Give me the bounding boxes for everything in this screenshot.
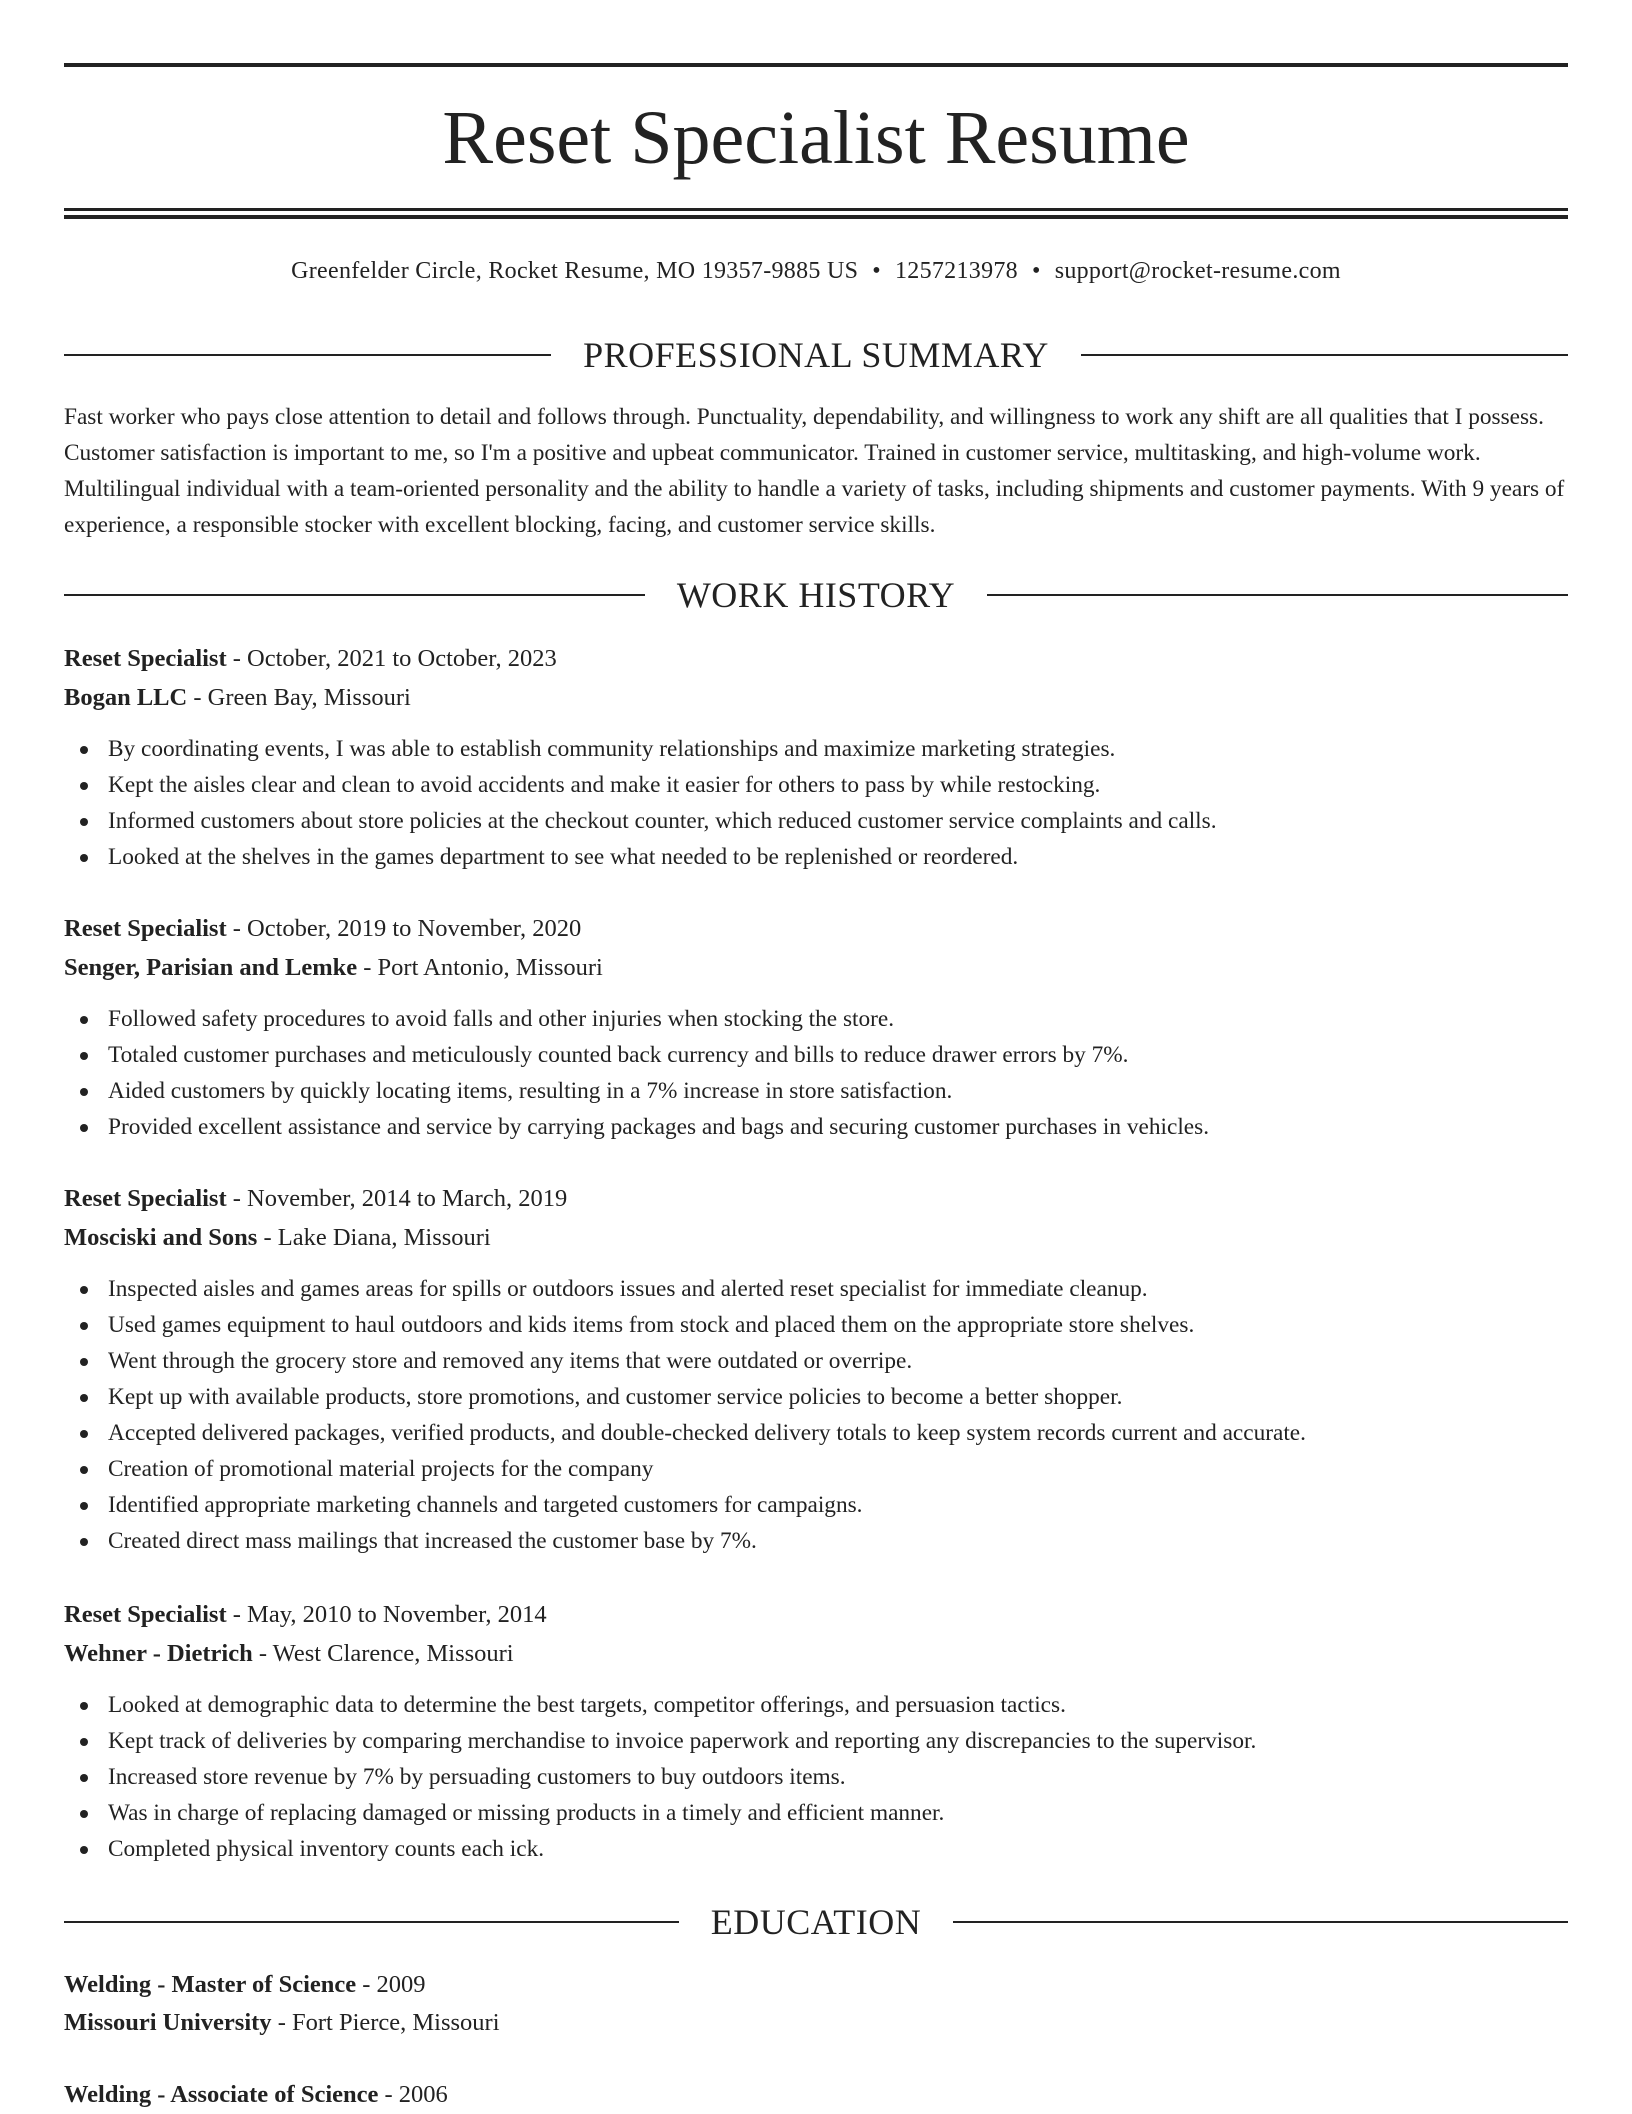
bullet-icon	[80, 1774, 88, 1782]
bullet-icon	[80, 1286, 88, 1294]
page-title: Reset Specialist Resume	[442, 96, 1190, 180]
job-entry	[64, 910, 1568, 1145]
bullet-icon	[80, 1846, 88, 1854]
degree-name: Welding - Master of Science	[64, 1971, 357, 1998]
contact-phone: 1257213978	[894, 258, 1018, 284]
bullet-text: Aided customers by quickly locating items, resulting in a 7% increase in store satisfaction.	[108, 1078, 953, 1104]
contact-line	[64, 256, 1568, 286]
bullet-text: Looked at the shelves in the games department to see what needed to be replenished or reordered.	[108, 844, 1019, 870]
bullet-icon	[80, 1738, 88, 1746]
list-item	[64, 731, 1568, 767]
heading-rule-right	[1081, 354, 1568, 356]
list-item	[64, 1415, 1568, 1451]
job-company-line	[64, 1219, 1568, 1257]
bullet-icon	[80, 1810, 88, 1818]
bullet-text: Was in charge of replacing damaged or missing products in a timely and efficient manner.	[108, 1800, 945, 1826]
bullet-text: Looked at demographic data to determine the best targets, competitor offerings, and persuasion tactics.	[108, 1692, 1066, 1718]
heading-rule-left	[64, 354, 551, 356]
list-item	[64, 1271, 1568, 1307]
list-item	[64, 1109, 1568, 1145]
bullet-icon	[80, 1394, 88, 1402]
job-company-line	[64, 1635, 1568, 1673]
job-bullets	[64, 1687, 1568, 1867]
job-company: Senger, Parisian and Lemke	[64, 954, 358, 981]
section-heading-label: PROFESSIONAL SUMMARY	[583, 335, 1049, 375]
bullet-text: Informed customers about store policies at the checkout counter, which reduced customer service complaints and calls.	[108, 808, 1217, 834]
education-entry	[64, 1966, 1568, 2042]
bullet-text: Provided excellent assistance and service by carrying packages and bags and securing customer purchases in vehicles.	[108, 1114, 1210, 1140]
bullet-text: Completed physical inventory counts each ick.	[108, 1836, 545, 1862]
degree-year: - 2006	[378, 2081, 448, 2108]
list-item	[64, 1001, 1568, 1037]
list-item	[64, 1795, 1568, 1831]
bullet-text: Created direct mass mailings that increased the customer base by 7%.	[108, 1528, 757, 1554]
job-dates: - October, 2019 to November, 2020	[226, 915, 582, 942]
job-title-line	[64, 910, 1568, 948]
list-item	[64, 1451, 1568, 1487]
bullet-text: Inspected aisles and games areas for spills or outdoors issues and alerted reset specialist for immediate cleanup.	[108, 1276, 1148, 1302]
heading-rule-left	[64, 1921, 679, 1923]
contact-email: support@rocket-resume.com	[1054, 258, 1341, 284]
bullet-icon	[80, 1702, 88, 1710]
bullet-icon	[80, 1358, 88, 1366]
job-location: - Port Antonio, Missouri	[357, 954, 603, 981]
list-item	[64, 1759, 1568, 1795]
bullet-text: Went through the grocery store and removed any items that were outdated or overripe.	[108, 1348, 913, 1374]
bullet-text: Kept up with available products, store promotions, and customer service policies to become a better shopper.	[108, 1384, 1123, 1410]
heading-rule-right	[953, 1921, 1568, 1923]
bullet-icon	[80, 1088, 88, 1096]
section-heading-summary	[64, 333, 1568, 377]
job-company-line	[64, 949, 1568, 987]
list-item	[64, 767, 1568, 803]
contact-separator: •	[1031, 258, 1041, 284]
list-item	[64, 1343, 1568, 1379]
job-title: Reset Specialist	[64, 915, 227, 942]
job-dates: - November, 2014 to March, 2019	[226, 1185, 568, 1212]
job-entry	[64, 1180, 1568, 1559]
section-heading-label: EDUCATION	[710, 1902, 922, 1942]
school-location: - Fort Pierce, Missouri	[271, 2009, 500, 2036]
bullet-text: Totaled customer purchases and meticulously counted back currency and bills to reduce drawer errors by 7%.	[108, 1042, 1129, 1068]
list-item	[64, 1379, 1568, 1415]
contact-address: Greenfelder Circle, Rocket Resume, MO 19357-9885 US	[291, 258, 859, 284]
bullet-icon	[80, 1466, 88, 1474]
job-bullets	[64, 731, 1568, 875]
bullet-icon	[80, 1538, 88, 1546]
title-underline-rule	[64, 208, 1568, 211]
school-line	[64, 2004, 1568, 2042]
list-item	[64, 1487, 1568, 1523]
list-item	[64, 803, 1568, 839]
heading-rule-left	[64, 594, 645, 596]
list-item	[64, 1307, 1568, 1343]
contact-separator: •	[872, 258, 881, 284]
bullet-text: Increased store revenue by 7% by persuading customers to buy outdoors items.	[108, 1764, 846, 1790]
list-item	[64, 1523, 1568, 1559]
section-heading-work-history	[64, 573, 1568, 617]
bullet-icon	[80, 746, 88, 754]
bullet-icon	[80, 1502, 88, 1510]
bullet-text: Kept track of deliveries by comparing merchandise to invoice paperwork and reporting any discrepancies to the supervisor.	[108, 1728, 1257, 1754]
job-location: - Green Bay, Missouri	[187, 684, 411, 711]
list-item	[64, 1687, 1568, 1723]
degree-name: Welding - Associate of Science	[64, 2081, 379, 2108]
job-title-line	[64, 640, 1568, 678]
section-heading-label: WORK HISTORY	[676, 575, 956, 615]
job-entry	[64, 640, 1568, 875]
heading-rule-right	[987, 594, 1568, 596]
job-dates: - May, 2010 to November, 2014	[226, 1601, 547, 1628]
bullet-text: Followed safety procedures to avoid falls and other injuries when stocking the store.	[108, 1006, 895, 1032]
bullet-text: Identified appropriate marketing channels and targeted customers for campaigns.	[108, 1492, 863, 1518]
list-item	[64, 839, 1568, 875]
job-title: Reset Specialist	[64, 645, 227, 672]
degree-line	[64, 2076, 1568, 2114]
job-company-line	[64, 679, 1568, 717]
bullet-text: Kept the aisles clear and clean to avoid accidents and make it easier for others to pass by while restocking.	[108, 772, 1101, 798]
bullet-text: Accepted delivered packages, verified products, and double-checked delivery totals to keep system records current and accurate.	[108, 1420, 1306, 1446]
list-item	[64, 1073, 1568, 1109]
title-underline-rule-second	[64, 215, 1568, 219]
degree-year: - 2009	[356, 1971, 426, 1998]
job-company: Wehner - Dietrich	[64, 1640, 253, 1667]
job-title: Reset Specialist	[64, 1185, 227, 1212]
bullet-icon	[80, 1016, 88, 1024]
bullet-icon	[80, 818, 88, 826]
job-location: - Lake Diana, Missouri	[257, 1224, 491, 1251]
summary-paragraph: Fast worker who pays close attention to detail and follows through. Punctuality, dependability, and willingness to work any shift are all qualities that I possess. Customer satisfaction is important to me, so I'm a positive and upbeat communicator. Trained in customer service, multitasking, and high-volume work. Multilingual individual with a team-oriented personality and the ability to handle a variety of tasks, including shipments and customer payments. With 9 years of experience, a responsible stocker with excellent blocking, facing, and customer service skills.	[64, 404, 1565, 538]
job-location: - West Clarence, Missouri	[252, 1640, 514, 1667]
list-item	[64, 1037, 1568, 1073]
job-title-line	[64, 1596, 1568, 1634]
list-item	[64, 1831, 1568, 1867]
list-item	[64, 1723, 1568, 1759]
job-title-line	[64, 1180, 1568, 1218]
job-dates: - October, 2021 to October, 2023	[226, 645, 557, 672]
degree-line	[64, 1966, 1568, 2004]
job-company: Bogan LLC	[64, 684, 188, 711]
job-entry	[64, 1596, 1568, 1867]
bullet-icon	[80, 1052, 88, 1060]
job-bullets	[64, 1001, 1568, 1145]
bullet-text: By coordinating events, I was able to establish community relationships and maximize marketing strategies.	[108, 736, 1116, 762]
bullet-icon	[80, 1322, 88, 1330]
section-heading-education	[64, 1900, 1568, 1944]
education-entry	[64, 2076, 1568, 2114]
bullet-icon	[80, 782, 88, 790]
bullet-text: Used games equipment to haul outdoors and kids items from stock and placed them on the appropriate store shelves.	[108, 1312, 1195, 1338]
job-company: Mosciski and Sons	[64, 1224, 258, 1251]
school-name: Missouri University	[64, 2009, 272, 2036]
bullet-icon	[80, 1124, 88, 1132]
bullet-icon	[80, 1430, 88, 1438]
job-title: Reset Specialist	[64, 1601, 227, 1628]
job-bullets	[64, 1271, 1568, 1559]
bullet-icon	[80, 854, 88, 862]
bullet-text: Creation of promotional material projects for the company	[108, 1456, 654, 1482]
top-rule	[64, 63, 1568, 67]
